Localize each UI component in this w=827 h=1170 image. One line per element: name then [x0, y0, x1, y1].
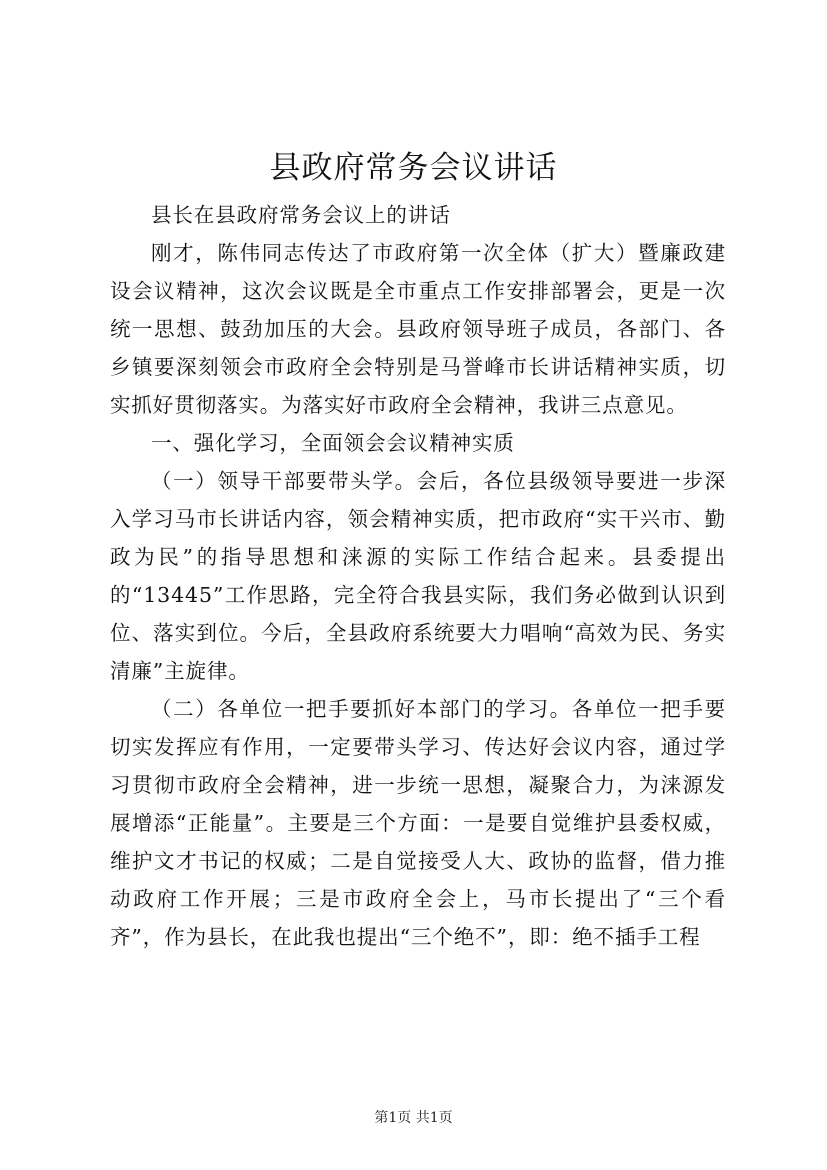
paragraph-item-2: （二）各单位一把手要抓好本部门的学习。各单位一把手要切实发挥应有作用，一定要带头学习、传达好会议内容，通过学习贯彻市政府全会精神，进一步统一思想，凝聚合力，为涞源发展增添“正能量”。主要是三个方面：一是要自觉维护县委权威，维护文才书记的权威；二是自觉接受人大、政协的监督，借力推动政府工作开展；三是市政府全会上，马市长提出了“三个看齐”，作为县长，在此我也提出“三个绝不”，即：绝不插手工程: [110, 697, 726, 949]
document-title: 县政府常务会议讲话: [269, 150, 558, 186]
paragraph-opening: 刚才，陈伟同志传达了市政府第一次全体（扩大）暨廉政建设会议精神，这次会议既是全市重点工作安排部署会，更是一次统一思想、鼓劲加压的大会。县政府领导班子成员，各部门、各乡镇要深刻领会市政府全会特别是马誉峰市长讲话精神实质，切实抓好贯彻落实。为落实好市政府全会精神，我讲三点意见。: [110, 241, 726, 417]
section-heading-1: 一、强化学习，全面领会会议精神实质: [151, 431, 515, 455]
paragraph-item-1: （一）领导干部要带头学。会后，各位县级领导要进一步深入学习马市长讲话内容，领会精神实质，把市政府“实干兴市、勤政为民”的指导思想和涞源的实际工作结合起来。县委提出的“13445”工作思路，完全符合我县实际，我们务必做到认识到位、落实到位。今后，全县政府系统要大力唱响“高效为民、务实清廉”主旋律。: [110, 469, 726, 683]
page-number: 第1页 共1页: [374, 1110, 453, 1126]
paragraph-subtitle: 县长在县政府常务会议上的讲话: [151, 203, 451, 227]
document-body: [110, 196, 726, 956]
